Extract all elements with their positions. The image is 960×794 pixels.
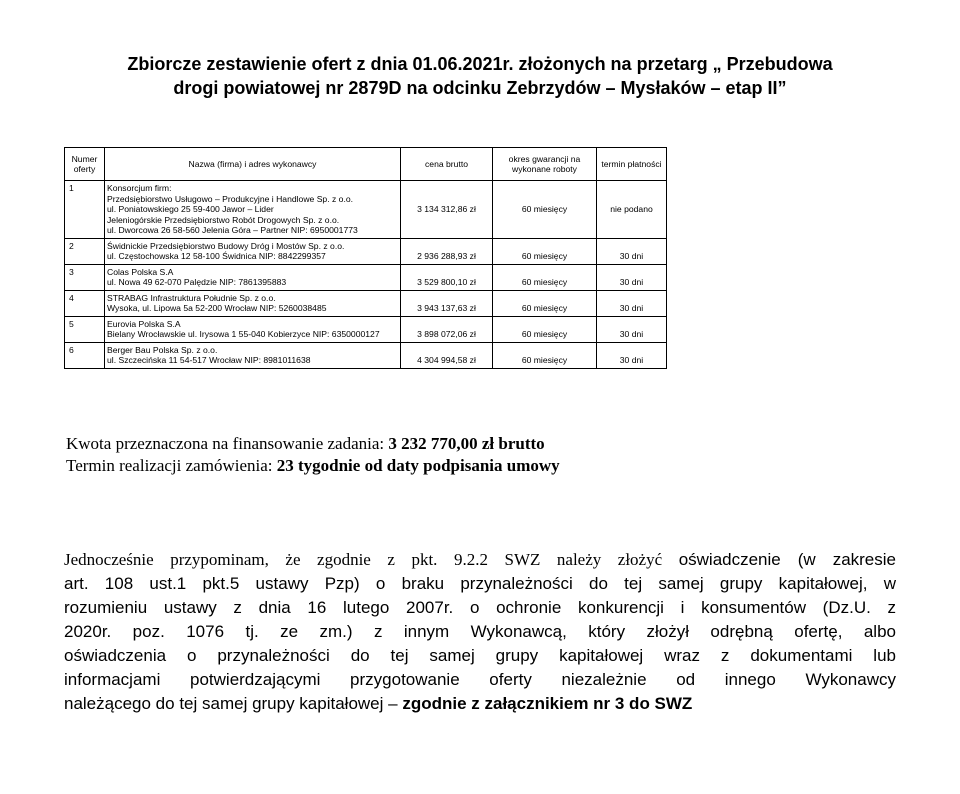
offer-price: 3 943 137,63 zł: [401, 290, 493, 316]
contractor-line: Eurovia Polska S.A: [107, 318, 181, 329]
header-warranty-line-2: wykonane roboty: [512, 164, 577, 174]
paragraph-line: rozumieniu ustawy z dnia 16 lutego 2007r. o ochronie konkurencji i konsumentów (Dz.U. z: [64, 598, 896, 617]
offer-payment-term: 30 dni: [597, 264, 667, 290]
offer-number: 5: [65, 316, 105, 342]
budget-value: 3 232 770,00 zł brutto: [388, 434, 545, 453]
contractor-line: Konsorcjum firm:: [107, 183, 172, 193]
offer-warranty: 60 miesięcy: [493, 181, 597, 239]
header-warranty: [493, 148, 597, 181]
offer-warranty: 60 miesięcy: [493, 316, 597, 342]
header-name: Nazwa (firma) i adres wykonawcy: [105, 148, 401, 181]
offer-price: 3 529 800,10 zł: [401, 264, 493, 290]
offer-number: 4: [65, 290, 105, 316]
offer-warranty: 60 miesięcy: [493, 238, 597, 264]
table-row: [65, 264, 667, 290]
paragraph-serif-text: Jednocześnie przypominam, że zgodnie z pkt. 9.2.2 SWZ należy złożyć: [64, 550, 679, 569]
reminder-paragraph: [64, 548, 896, 716]
header-price: cena brutto: [401, 148, 493, 181]
offer-payment-term: 30 dni: [597, 342, 667, 368]
contractor-line: ul. Dworcowa 26 58-560 Jelenia Góra – Partner NIP: 6950001773: [107, 225, 358, 235]
page-title: [40, 52, 920, 100]
table-header-row: [65, 148, 667, 181]
title-line-2: drogi powiatowej nr 2879D na odcinku Zebrzydów – Mysłaków – etap II”: [173, 78, 787, 98]
offer-number: 1: [65, 181, 105, 239]
offer-price: 3 898 072,06 zł: [401, 316, 493, 342]
offer-payment-term: nie podano: [597, 181, 667, 239]
contractor-line: Bielany Wrocławskie ul. Irysowa 1 55-040 Kobierzyce NIP: 6350000127: [107, 329, 380, 339]
contractor-line: Świdnickie Przedsiębiorstwo Budowy Dróg i Mostów Sp. z o.o.: [107, 240, 345, 251]
contractor-line: Berger Bau Polska Sp. z o.o.: [107, 344, 218, 355]
offer-warranty: 60 miesięcy: [493, 342, 597, 368]
table-row: [65, 316, 667, 342]
offer-price: 4 304 994,58 zł: [401, 342, 493, 368]
offer-price: 3 134 312,86 zł: [401, 181, 493, 239]
contractor-line: Colas Polska S.A: [107, 266, 174, 277]
offer-payment-term: 30 dni: [597, 316, 667, 342]
contractor-line: ul. Częstochowska 12 58-100 Świdnica NIP: 8842299357: [107, 251, 326, 261]
paragraph-line: [64, 692, 896, 716]
paragraph-line: informacjami potwierdzającymi przygotowanie oferty niezależnie od innego Wykonawcy: [64, 670, 896, 689]
offer-contractor: [105, 181, 401, 239]
offer-payment-term: 30 dni: [597, 290, 667, 316]
table-row: [65, 238, 667, 264]
budget-line: [66, 433, 560, 455]
deadline-line: [66, 455, 560, 477]
budget-label: Kwota przeznaczona na finansowanie zadania:: [66, 434, 389, 453]
attachment-reference: zgodnie z załącznikiem nr 3 do SWZ: [402, 694, 693, 713]
contractor-line: STRABAG Infrastruktura Południe Sp. z o.o.: [107, 292, 276, 303]
offer-warranty: 60 miesięcy: [493, 264, 597, 290]
paragraph-text: należącego do tej samej grupy kapitałowej –: [64, 694, 403, 713]
header-number-line-2: oferty: [73, 164, 96, 174]
paragraph-line: [64, 548, 896, 572]
deadline-value: 23 tygodnie od daty podpisania umowy: [276, 456, 560, 475]
table-row: [65, 342, 667, 368]
contractor-line: Jeleniogórskie Przedsiębiorstwo Robót Drogowych Sp. z o.o.: [107, 214, 340, 225]
paragraph-line: oświadczenia o przynależności do tej samej grupy kapitałowej wraz z dokumentami lub: [64, 646, 896, 665]
offer-contractor: [105, 342, 401, 368]
offer-contractor: [105, 290, 401, 316]
offer-number: 2: [65, 238, 105, 264]
table-row: [65, 181, 667, 239]
offers-table: [64, 147, 667, 369]
header-number-line-1: Numer: [71, 153, 98, 164]
title-line-1: Zbiorcze zestawienie ofert z dnia 01.06.2021r. złożonych na przetarg „ Przebudowa: [127, 54, 833, 74]
offer-warranty: 60 miesięcy: [493, 290, 597, 316]
contractor-line: Przedsiębiorstwo Usługowo – Produkcyjne i Handlowe Sp. z o.o.: [107, 193, 354, 204]
header-number: [65, 148, 105, 181]
contractor-line: ul. Nowa 49 62-070 Palędzie NIP: 7861395883: [107, 277, 287, 287]
paragraph-line: 2020r. poz. 1076 tj. ze zm.) z innym Wykonawcą, który złożył odrębną ofertę, albo: [64, 622, 896, 641]
contractor-line: ul. Szczecińska 11 54-517 Wrocław NIP: 8981011638: [107, 355, 311, 365]
contractor-line: Wysoka, ul. Lipowa 5a 52-200 Wrocław NIP: 5260038485: [107, 303, 327, 313]
offer-number: 6: [65, 342, 105, 368]
deadline-label: Termin realizacji zamówienia:: [66, 456, 277, 475]
paragraph-text: oświadczenie (w zakresie: [678, 550, 896, 569]
header-warranty-line-1: okres gwarancji na: [508, 153, 581, 164]
offer-contractor: [105, 264, 401, 290]
table-row: [65, 290, 667, 316]
offer-contractor: [105, 238, 401, 264]
header-payment: termin płatności: [597, 148, 667, 181]
contract-info: [66, 433, 560, 477]
offer-number: 3: [65, 264, 105, 290]
offer-price: 2 936 288,93 zł: [401, 238, 493, 264]
offer-payment-term: 30 dni: [597, 238, 667, 264]
contractor-line: ul. Poniatowskiego 25 59-400 Jawor – Lider: [107, 204, 274, 214]
paragraph-line: art. 108 ust.1 pkt.5 ustawy Pzp) o braku przynależności do tej samej grupy kapitałowej, w: [64, 574, 896, 593]
offer-contractor: [105, 316, 401, 342]
